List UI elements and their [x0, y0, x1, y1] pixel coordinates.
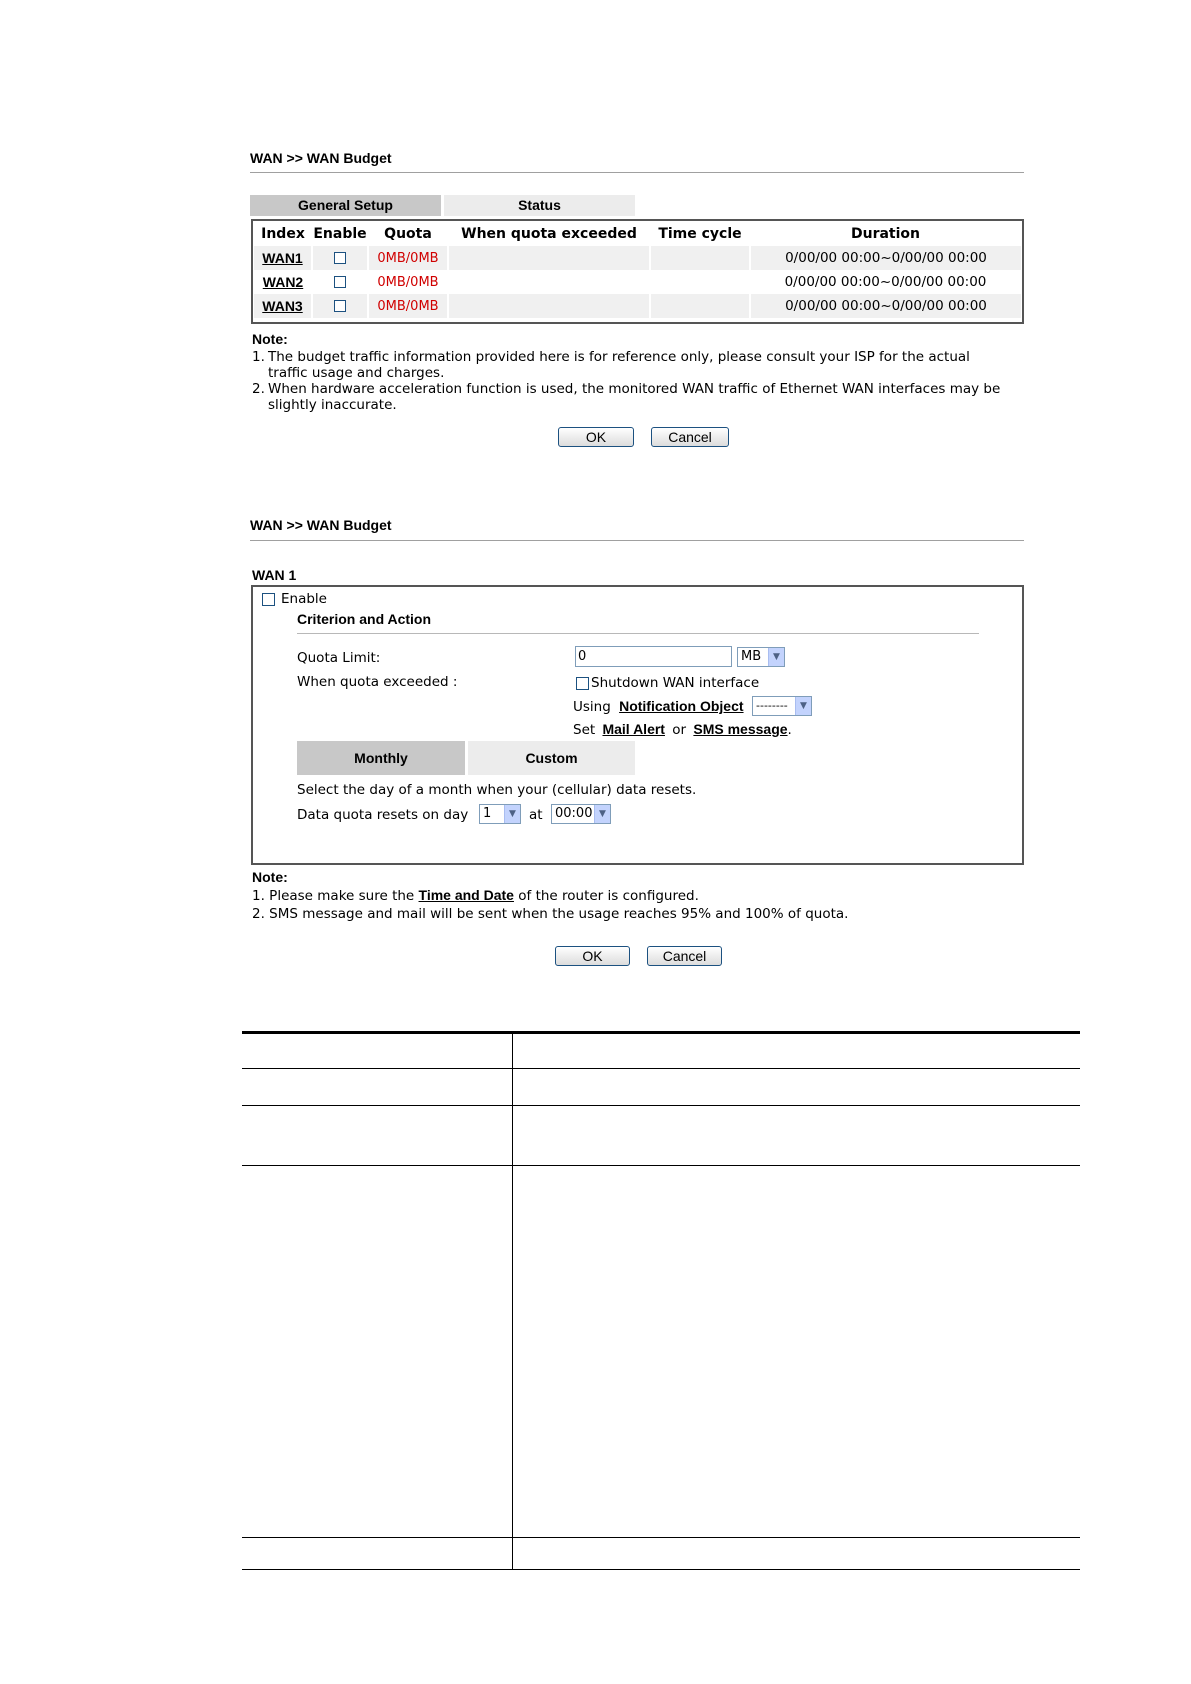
title-divider	[250, 540, 1024, 541]
note-item: 1. Please make sure the Time and Date of the router is configured.	[252, 887, 699, 904]
enable-checkbox[interactable]	[334, 300, 346, 312]
notification-row: Using Notification Object	[573, 698, 744, 715]
note-item: 2. When hardware acceleration function is used, the monitored WAN traffic of Ethernet WAN interfaces may be slightly inaccurate.	[252, 381, 1001, 413]
note-title: Note:	[252, 331, 288, 347]
note-list	[252, 349, 1032, 413]
ok-button[interactable]: OK	[558, 427, 634, 447]
chevron-down-icon: ▼	[795, 697, 811, 715]
table-row-rule	[242, 1105, 1080, 1106]
budget-table	[254, 222, 1021, 318]
duration-cell: 0/00/00 00:00~0/00/00 00:00	[750, 246, 1021, 270]
wan1-link[interactable]: WAN1	[262, 249, 303, 266]
alert-row: Set Mail Alert or SMS message.	[573, 721, 792, 738]
time-cycle-cell	[650, 270, 750, 294]
chevron-down-icon: ▼	[768, 648, 784, 666]
criterion-title: Criterion and Action	[297, 611, 432, 627]
time-cycle-cell	[650, 246, 750, 270]
when-exceeded-cell	[448, 294, 650, 318]
notification-object-link[interactable]: Notification Object	[619, 698, 744, 714]
table-header-row	[254, 222, 1021, 246]
time-and-date-link[interactable]: Time and Date	[418, 887, 514, 903]
ok-button[interactable]: OK	[555, 946, 630, 966]
quota-limit-input[interactable]: 0	[575, 646, 732, 667]
shutdown-checkbox[interactable]	[576, 677, 589, 690]
table-bottom-rule	[242, 1569, 1080, 1570]
table-row	[254, 294, 1021, 318]
chevron-down-icon: ▼	[504, 805, 520, 823]
quota-unit-select[interactable]: MB ▼	[737, 647, 785, 667]
cancel-button[interactable]: Cancel	[647, 946, 722, 966]
col-header-index: Index	[261, 226, 305, 242]
table-row-rule	[242, 1165, 1080, 1166]
tab-custom[interactable]: Custom	[468, 741, 635, 775]
when-exceeded-cell	[448, 270, 650, 294]
time-cycle-cell	[650, 294, 750, 318]
resets-label: Data quota resets on day	[297, 807, 469, 823]
criterion-divider	[297, 633, 979, 634]
chevron-down-icon: ▼	[594, 805, 610, 823]
col-header-when-exceeded: When quota exceeded	[461, 226, 637, 242]
duration-cell: 0/00/00 00:00~0/00/00 00:00	[784, 274, 987, 290]
tab-monthly[interactable]: Monthly	[297, 741, 465, 775]
enable-label: Enable	[281, 591, 327, 607]
note-item: 1. The budget traffic information provided here is for reference only, please consult your ISP for the actual traffic usage and charges.	[252, 349, 970, 381]
note-item: 2. SMS message and mail will be sent when the usage reaches 95% and 100% of quota.	[252, 906, 849, 922]
wan2-link[interactable]: WAN2	[262, 273, 304, 290]
table-row	[254, 246, 1021, 270]
when-exceeded-label: When quota exceeded :	[297, 674, 458, 690]
shutdown-label: Shutdown WAN interface	[591, 675, 760, 691]
enable-checkbox[interactable]	[334, 276, 346, 288]
col-header-duration: Duration	[850, 226, 920, 242]
col-header-enable: Enable	[313, 226, 367, 242]
notification-object-select[interactable]: -------- ▼	[752, 696, 812, 716]
quota-limit-label: Quota Limit:	[297, 650, 381, 666]
shutdown-row	[576, 675, 759, 691]
enable-row	[262, 591, 327, 607]
col-header-time-cycle: Time cycle	[658, 226, 742, 242]
table-row	[254, 270, 1021, 294]
quota-value: 0MB/0MB	[377, 275, 439, 290]
mail-alert-link[interactable]: Mail Alert	[602, 721, 665, 737]
reset-day-select[interactable]: 1 ▼	[479, 804, 521, 824]
quota-value: 0MB/0MB	[377, 251, 439, 266]
wan3-link[interactable]: WAN3	[262, 297, 303, 314]
quota-value: 0MB/0MB	[377, 299, 439, 314]
cancel-button[interactable]: Cancel	[651, 427, 729, 447]
enable-checkbox[interactable]	[262, 593, 275, 606]
table-row-rule	[242, 1068, 1080, 1069]
note-title: Note:	[252, 869, 288, 885]
breadcrumb: WAN >> WAN Budget	[250, 150, 392, 166]
section-title: WAN 1	[252, 567, 297, 583]
reset-time-select[interactable]: 00:00 ▼	[551, 804, 611, 824]
sms-message-link[interactable]: SMS message	[693, 721, 788, 737]
table-top-rule	[242, 1031, 1080, 1034]
select-day-text: Select the day of a month when your (cellular) data resets.	[297, 782, 697, 798]
enable-checkbox[interactable]	[334, 252, 346, 264]
col-header-quota: Quota	[384, 226, 432, 242]
table-column-rule	[512, 1031, 513, 1569]
when-exceeded-cell	[448, 246, 650, 270]
at-text: at	[529, 807, 543, 823]
tab-general-setup[interactable]: General Setup	[250, 195, 441, 216]
duration-cell: 0/00/00 00:00~0/00/00 00:00	[750, 294, 1021, 318]
title-divider	[250, 172, 1024, 173]
tab-status[interactable]: Status	[444, 195, 635, 216]
breadcrumb: WAN >> WAN Budget	[250, 517, 392, 533]
table-row-rule	[242, 1537, 1080, 1538]
